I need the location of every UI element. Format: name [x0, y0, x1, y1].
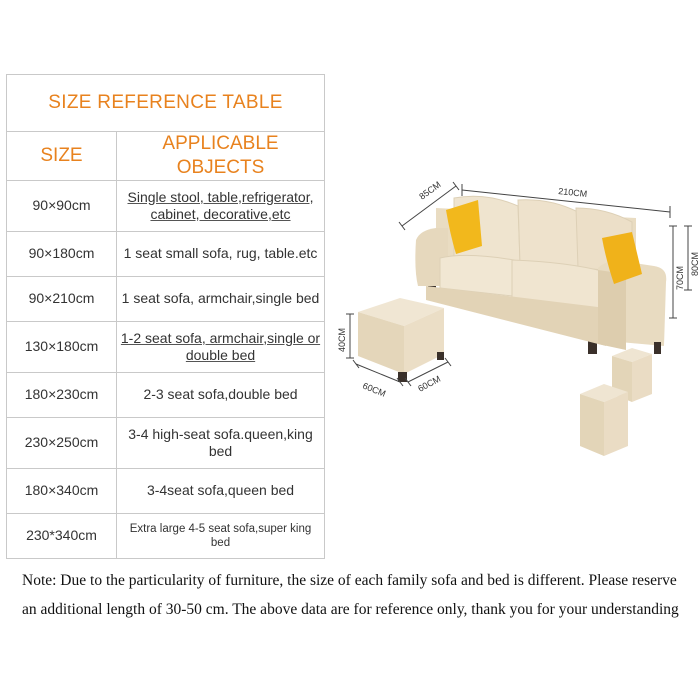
sofa-image	[415, 196, 666, 354]
table-row	[7, 514, 325, 559]
objects-header: APPLICABLE OBJECTS	[117, 132, 325, 181]
size-cell: 90×90cm	[7, 181, 117, 232]
objects-text: Single stool, table,refrigerator, cabinet, decorative,etc	[127, 188, 314, 222]
stool-image	[580, 384, 628, 456]
ottoman-height-label: 40CM	[337, 327, 347, 352]
sofa-depth-label: 85CM	[417, 179, 443, 202]
size-reference-table	[6, 74, 325, 559]
objects-cell: 2-3 seat sofa,double bed	[117, 373, 325, 418]
size-cell: 180×230cm	[7, 373, 117, 418]
size-cell: 230*340cm	[7, 514, 117, 559]
sofa-illustration	[336, 150, 700, 470]
sofa-back-height-label: 80CM	[690, 251, 700, 276]
size-header: SIZE	[7, 132, 117, 181]
objects-cell: Extra large 4-5 seat sofa,super king bed	[117, 514, 325, 559]
ottoman-width-label: 60CM	[361, 380, 388, 399]
objects-cell	[117, 181, 325, 232]
table-row	[7, 373, 325, 418]
table-row	[7, 232, 325, 277]
sofa-width-label: 210CM	[557, 186, 588, 200]
table-row	[7, 322, 325, 373]
size-cell: 230×250cm	[7, 418, 117, 469]
size-cell: 130×180cm	[7, 322, 117, 373]
note-text: Note: Due to the particularity of furniture, the size of each family sofa and bed is different. Please reserve an additional length of 30-50 cm. The above data are for reference only, thank you for your understanding	[22, 572, 679, 618]
size-cell: 90×180cm	[7, 232, 117, 277]
objects-cell: 1 seat small sofa, rug, table.etc	[117, 232, 325, 277]
ottoman-image	[358, 298, 444, 382]
table-row	[7, 277, 325, 322]
objects-text: 1-2 seat sofa, armchair,single or double bed	[120, 329, 321, 363]
size-cell: 90×210cm	[7, 277, 117, 322]
table-row	[7, 418, 325, 469]
sofa-arm-height-label: 70CM	[675, 265, 685, 290]
table-row	[7, 181, 325, 232]
size-cell: 180×340cm	[7, 469, 117, 514]
table-row	[7, 469, 325, 514]
table-title: SIZE REFERENCE TABLE	[7, 75, 325, 132]
objects-cell	[117, 322, 325, 373]
objects-cell: 3-4 high-seat sofa.queen,king bed	[117, 418, 325, 469]
ottoman-depth-label: 60CM	[416, 373, 443, 394]
objects-cell: 1 seat sofa, armchair,single bed	[117, 277, 325, 322]
objects-cell: 3-4seat sofa,queen bed	[117, 469, 325, 514]
